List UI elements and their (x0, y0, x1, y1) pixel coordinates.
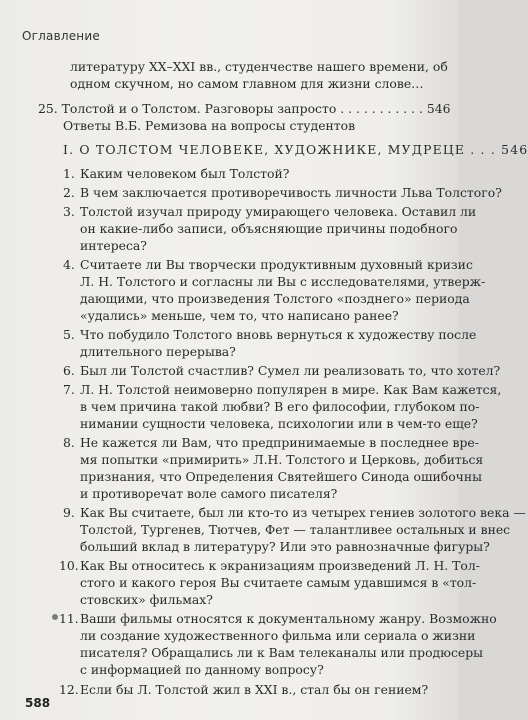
question-line: интереса? (80, 238, 147, 253)
question-line: писателя? Обращались ли к Вам телеканалы или продюсеры (80, 645, 484, 660)
question-line: Не кажется ли Вам, что предпринимаемые в последнее вре- (80, 435, 479, 450)
bullet-mark (52, 614, 58, 620)
question-line: В чем заключается противоречивость личности Льва Толстого? (80, 185, 502, 200)
question-line: Ваши фильмы относятся к документальному жанру. Возможно (80, 611, 497, 626)
running-title: Оглавление (22, 29, 100, 43)
page-number: 588 (25, 696, 51, 710)
question-line: стого и какого героя Вы считаете самым удавшимся в «тол- (80, 575, 477, 590)
question-line: нимании сущности человека, психологии или в чем-то еще? (80, 416, 478, 431)
question-line: «удались» меньше, чем то, что написано ранее? (80, 308, 399, 323)
question-line: Если бы Л. Толстой жил в XXI в., стал бы он гением? (80, 682, 429, 697)
question-line: длительного перерыва? (80, 344, 236, 359)
question-number: 10. (59, 558, 79, 573)
question-line: Л. Н. Толстой неимоверно популярен в мире. Как Вам кажется, (80, 382, 502, 397)
question-line: Толстой изучал природу умирающего человека. Оставил ли (80, 204, 477, 219)
question-line: ли создание художественного фильма или сериала о жизни (80, 628, 476, 643)
question-number: 1. (63, 166, 75, 181)
question-number: 5. (63, 327, 75, 342)
question-number: 2. (63, 185, 75, 200)
question-line: с информацией по данному вопросу? (80, 662, 324, 677)
chapter-entry: 25. Толстой и о Толстом. Разговоры запросто . . . . . . . . . . . 546 (38, 101, 451, 116)
question-line: признания, что Определения Святейшего Синода ошибочны (80, 469, 482, 484)
question-line: Был ли Толстой счастлив? Сумел ли реализовать то, что хотел? (80, 363, 501, 378)
question-line: больший вклад в литературу? Или это равнозначные фигуры? (80, 539, 490, 554)
question-number: 11. (59, 611, 79, 626)
question-line: стовских» фильмах? (80, 592, 213, 607)
question-line: Как Вы считаете, был ли кто-то из четырех гениев золотого века — (80, 505, 526, 520)
question-number: 4. (63, 257, 75, 272)
question-line: дающими, что произведения Толстого «позднего» периода (80, 291, 470, 306)
question-line: он какие-либо записи, объясняющие причины подобного (80, 221, 458, 236)
question-number: 6. (63, 363, 75, 378)
question-line: и противоречат воле самого писателя? (80, 486, 338, 501)
question-line: Что побудило Толстого вновь вернуться к художеству после (80, 327, 477, 342)
question-line: мя попытки «примирить» Л.Н. Толстого и Церковь, добиться (80, 452, 484, 467)
intro-line: литературу XX–XXI вв., студенчестве нашего времени, об (70, 59, 448, 74)
section-entry: I. О ТОЛСТОМ ЧЕЛОВЕКЕ, ХУДОЖНИКЕ, МУДРЕЦЕ . . . 546 (63, 142, 528, 157)
intro-line: одном скучном, но самом главном для жизни слове… (70, 76, 424, 91)
question-line: в чем причина такой любви? В его философии, глубоком по- (80, 399, 480, 414)
question-line: Каким человеком был Толстой? (80, 166, 290, 181)
question-line: Л. Н. Толстого и согласны ли Вы с исследователями, утверж- (80, 274, 486, 289)
question-number: 12. (59, 682, 79, 697)
question-number: 9. (63, 505, 75, 520)
chapter-subtitle: Ответы В.Б. Ремизова на вопросы студентов (63, 118, 356, 133)
question-number: 8. (63, 435, 75, 450)
question-number: 3. (63, 204, 75, 219)
question-number: 7. (63, 382, 75, 397)
question-line: Толстой, Тургенев, Тютчев, Фет — талантливее остальных и внес (80, 522, 511, 537)
question-line: Считаете ли Вы творчески продуктивным духовный кризис (80, 257, 473, 272)
question-line: Как Вы относитесь к экранизациям произведений Л. Н. Тол- (80, 558, 480, 573)
